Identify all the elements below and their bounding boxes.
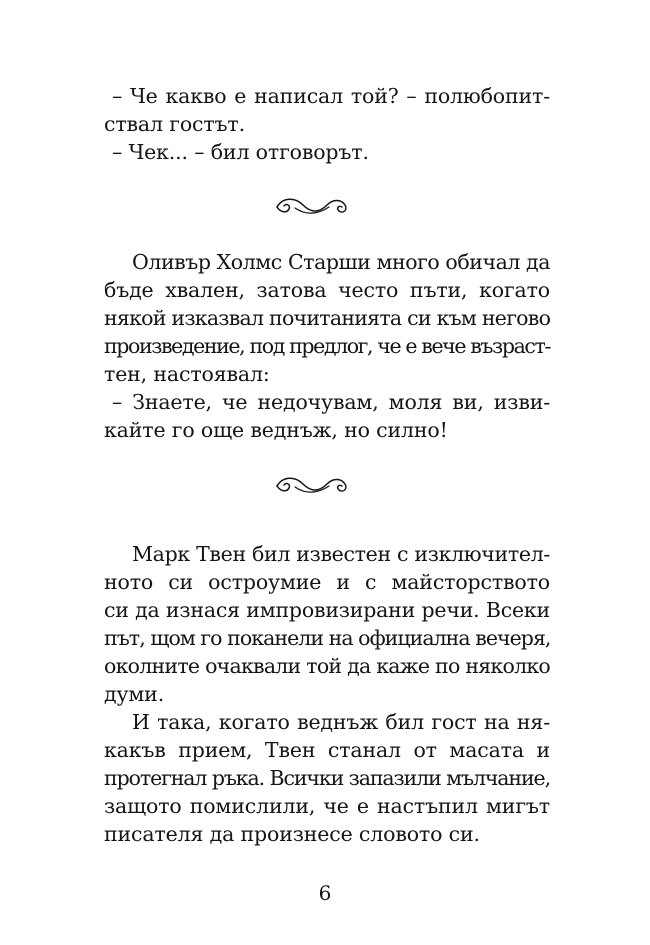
twain-p1-line-6: думи. — [104, 682, 165, 706]
twain-p2-line-3: протегнал ръка. Всички запазили мълчание, — [104, 766, 550, 790]
dialogue-line-2: ствал гостът. — [104, 112, 245, 136]
page-number: 6 — [318, 881, 332, 905]
holmes-line-6: – Знаете, че недочувам, моля ви, изви- — [112, 390, 550, 414]
dialogue-line-1: – Че какво е написал той? – полюбопит- — [112, 84, 550, 108]
holmes-anecdote — [104, 248, 550, 444]
twain-p1-line-5: околните очаквали той да каже по няколко — [104, 654, 550, 678]
twain-p2-line-5: писателя да произнесе словото си. — [104, 822, 480, 846]
twain-p1-line-2: ното си остроумие и с майсторството — [104, 570, 550, 594]
twain-p2-line-1: И така, когато веднъж бил гост на ня- — [132, 710, 550, 734]
twain-paragraph-1 — [104, 540, 550, 708]
twain-p2-line-4: защото помислили, че е настъпил мигът — [104, 794, 550, 818]
twain-p2-line-2: какъв прием, Твен станал от масата и — [104, 738, 550, 762]
dialogue-line-3: – Чек... – бил отговорът. — [112, 140, 369, 164]
twain-paragraph-2 — [104, 708, 550, 848]
holmes-line-2: бъде хвален, затова често пъти, когато — [104, 278, 550, 302]
holmes-line-5: тен, настоявал: — [104, 362, 270, 386]
holmes-line-3: някой изказвал почитанията си към негово — [104, 306, 551, 330]
holmes-line-7: кайте го още веднъж, но силно! — [104, 418, 448, 442]
holmes-line-1: Оливър Холмс Старши много обичал да — [132, 250, 550, 274]
holmes-line-4: произведение, под предлог, че е вече възраст- — [104, 334, 550, 358]
twain-p1-line-4: път, щом го поканели на официална вечеря, — [104, 626, 551, 650]
flourish-divider-icon — [273, 472, 351, 498]
dialogue-block — [104, 82, 550, 166]
twain-p1-line-1: Марк Твен бил известен с изключител- — [132, 542, 551, 566]
flourish-divider-icon — [273, 193, 351, 219]
twain-p1-line-3: си да изнася импровизирани речи. Всеки — [104, 598, 550, 622]
